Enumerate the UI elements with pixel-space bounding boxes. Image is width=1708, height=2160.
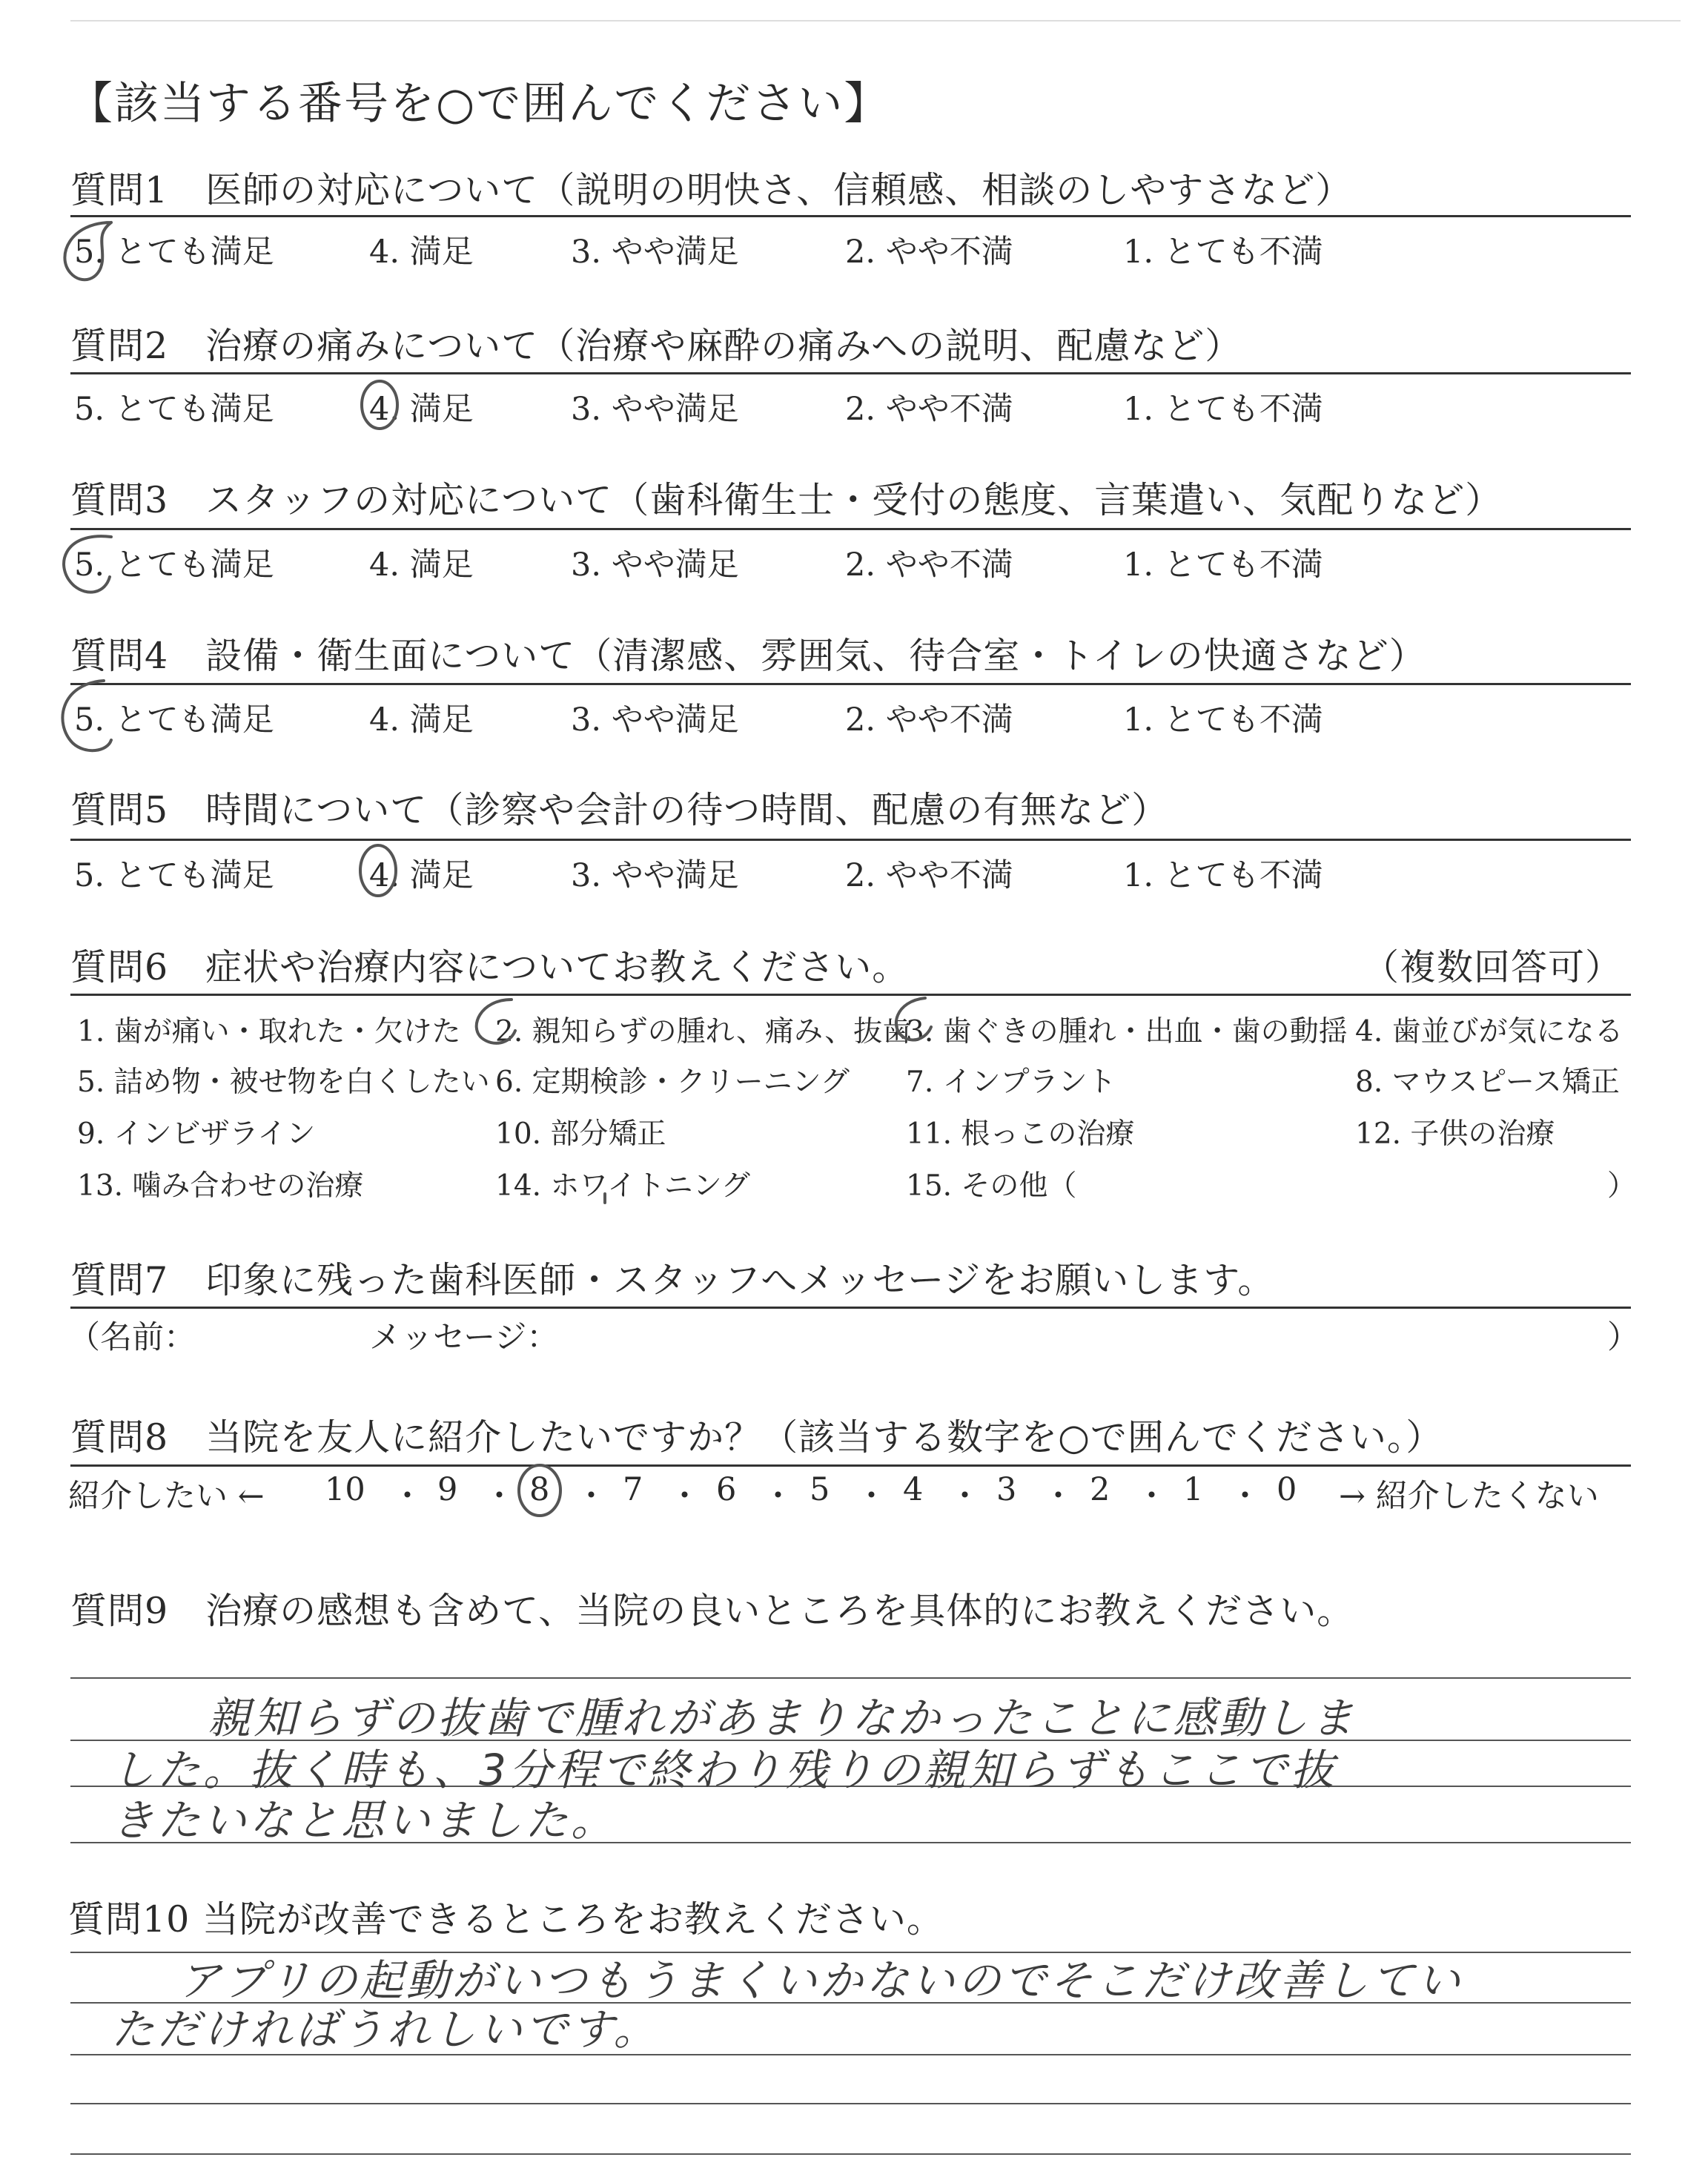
q8-scale-6[interactable]: 6 bbox=[716, 1471, 737, 1508]
q1-option-1[interactable]: 1. とても不満 bbox=[1123, 234, 1323, 271]
q7-message-label: メッセージ： bbox=[369, 1319, 559, 1356]
q6-option-8[interactable]: 8. マウスピース矯正 bbox=[1355, 1066, 1620, 1099]
q8-scale-dot: ・ bbox=[855, 1478, 887, 1515]
q6-option-6[interactable]: 6. 定期検診・クリーニング bbox=[495, 1066, 850, 1099]
q7-close-paren: ） bbox=[1607, 1319, 1639, 1356]
q3-option-4[interactable]: 4. 満足 bbox=[369, 546, 474, 584]
q8-scale-7[interactable]: 7 bbox=[623, 1471, 643, 1508]
q4-title: 質問4 設備・衛生面について（清潔感、雰囲気、待合室・トイレの快適さなど） bbox=[70, 635, 1426, 677]
q6-other-close: ） bbox=[1607, 1169, 1637, 1203]
q3-title: 質問3 スタッフの対応について（歯科衛生士・受付の態度、言葉遣い、気配りなど） bbox=[70, 479, 1503, 521]
q2-selection-circle bbox=[362, 381, 397, 429]
q8-scale-dot: ・ bbox=[483, 1478, 515, 1515]
q8-title: 質問8 当院を友人に紹介したいですか？（該当する数字を○で囲んでください。） bbox=[70, 1416, 1443, 1459]
q2-option-1[interactable]: 1. とても不満 bbox=[1123, 391, 1323, 428]
q10-title: 質問10 当院が改善できるところをお教えください。 bbox=[68, 1898, 944, 1941]
q9-title: 質問9 治療の感想も含めて、当院の良いところを具体的にお教えください。 bbox=[70, 1590, 1354, 1632]
q8-scale-dot: ・ bbox=[575, 1478, 607, 1515]
q3-option-5[interactable]: 5. とても満足 bbox=[74, 546, 274, 584]
q5-title: 質問5 時間について（診察や会計の待つ時間、配慮の有無など） bbox=[70, 789, 1169, 831]
q5-option-2[interactable]: 2. やや不満 bbox=[845, 857, 1013, 894]
q6-option-3-circle bbox=[896, 998, 931, 1040]
q6-option-10[interactable]: 10. 部分矯正 bbox=[495, 1117, 666, 1151]
q1-option-3[interactable]: 3. やや満足 bbox=[571, 234, 739, 271]
q4-option-5[interactable]: 5. とても満足 bbox=[74, 701, 274, 739]
q8-scale-0[interactable]: 0 bbox=[1277, 1471, 1297, 1508]
q8-scale-10[interactable]: 10 bbox=[325, 1471, 365, 1508]
q2-option-4[interactable]: 4. 満足 bbox=[369, 391, 474, 428]
q1-option-4[interactable]: 4. 満足 bbox=[369, 234, 474, 271]
q1-title: 質問1 医師の対応について（説明の明快さ、信頼感、相談のしやすさなど） bbox=[70, 169, 1353, 211]
q9-answer-line-3: きたいなと思いました。 bbox=[111, 1795, 618, 1846]
q6-option-12[interactable]: 12. 子供の治療 bbox=[1355, 1117, 1555, 1151]
q4-selection-circle bbox=[62, 681, 111, 750]
q4-option-3[interactable]: 3. やや満足 bbox=[571, 701, 739, 739]
q8-scale-5[interactable]: 5 bbox=[810, 1471, 830, 1508]
q8-scale-8[interactable]: 8 bbox=[529, 1471, 550, 1508]
q8-scale-dot: ・ bbox=[1136, 1478, 1168, 1515]
page-heading: 【該当する番号を○で囲んでください】 bbox=[68, 78, 890, 130]
q6-option-4[interactable]: 4. 歯並びが気になる bbox=[1355, 1015, 1623, 1048]
q8-scale-9[interactable]: 9 bbox=[437, 1471, 458, 1508]
q6-option-7[interactable]: 7. インプラント bbox=[906, 1066, 1116, 1099]
q6-option-5[interactable]: 5. 詰め物・被せ物を白くしたい bbox=[77, 1066, 490, 1099]
q6-option-2[interactable]: 2. 親知らずの腫れ、痛み、抜歯 bbox=[495, 1015, 912, 1048]
q9-answer-line-2: した。抜く時も、3分程で終わり残りの親知らずもここで抜 bbox=[111, 1745, 1337, 1795]
q6-option-9[interactable]: 9. インビザライン bbox=[77, 1117, 316, 1151]
q1-selection-circle bbox=[64, 222, 111, 280]
q8-scale-dot: ・ bbox=[1229, 1478, 1261, 1515]
q6-option-14[interactable]: 14. ホワイトニング bbox=[495, 1169, 750, 1203]
q8-selection-circle bbox=[519, 1465, 560, 1516]
q1-option-2[interactable]: 2. やや不満 bbox=[845, 234, 1013, 271]
q5-option-3[interactable]: 3. やや満足 bbox=[571, 857, 739, 894]
q6-title: 質問6 症状や治療内容についてお教えください。 bbox=[70, 946, 910, 988]
q8-scale-dot: ・ bbox=[391, 1478, 423, 1515]
q8-scale-2[interactable]: 2 bbox=[1090, 1471, 1110, 1508]
q8-scale-dot: ・ bbox=[949, 1478, 981, 1515]
q7-name-label: （名前： bbox=[68, 1319, 196, 1356]
q6-option-15[interactable]: 15. その他（ bbox=[906, 1169, 1077, 1203]
q8-scale-dot: ・ bbox=[669, 1478, 701, 1515]
q5-option-5[interactable]: 5. とても満足 bbox=[74, 857, 274, 894]
q4-option-1[interactable]: 1. とても不満 bbox=[1123, 701, 1323, 739]
q2-option-3[interactable]: 3. やや満足 bbox=[571, 391, 739, 428]
q10-answer-line-1: アプリの起動がいつもうまくいかないのでそこだけ改善してい bbox=[178, 1955, 1463, 2006]
q4-option-4[interactable]: 4. 満足 bbox=[369, 701, 474, 739]
q5-selection-circle bbox=[360, 845, 396, 896]
q6-option-3[interactable]: 3. 歯ぐきの腫れ・出血・歯の動揺 bbox=[906, 1015, 1348, 1048]
q3-option-1[interactable]: 1. とても不満 bbox=[1123, 546, 1323, 584]
q2-title: 質問2 治療の痛みについて（治療や麻酔の痛みへの説明、配慮など） bbox=[70, 325, 1242, 367]
q8-right-label: → 紹介したくない bbox=[1339, 1478, 1599, 1515]
q6-option-1[interactable]: 1. 歯が痛い・取れた・欠けた bbox=[77, 1015, 461, 1048]
q3-option-2[interactable]: 2. やや不満 bbox=[845, 546, 1013, 584]
q3-option-3[interactable]: 3. やや満足 bbox=[571, 546, 739, 584]
q9-answer-line-1: 親知らずの抜歯で腫れがあまりなかったことに感動しま bbox=[208, 1693, 1357, 1743]
q8-scale-3[interactable]: 3 bbox=[996, 1471, 1017, 1508]
q1-option-5[interactable]: 5. とても満足 bbox=[74, 234, 274, 271]
q2-option-5[interactable]: 5. とても満足 bbox=[74, 391, 274, 428]
q6-multiple-note: （複数回答可） bbox=[1363, 946, 1623, 988]
q2-option-2[interactable]: 2. やや不満 bbox=[845, 391, 1013, 428]
q5-option-1[interactable]: 1. とても不満 bbox=[1123, 857, 1323, 894]
q8-scale-dot: ・ bbox=[1042, 1478, 1074, 1515]
q5-option-4[interactable]: 4. 満足 bbox=[369, 857, 474, 894]
q7-title: 質問7 印象に残った歯科医師・スタッフへメッセージをお願いします。 bbox=[70, 1259, 1275, 1301]
q8-scale-dot: ・ bbox=[762, 1478, 794, 1515]
q8-scale-1[interactable]: 1 bbox=[1183, 1471, 1204, 1508]
q8-scale-4[interactable]: 4 bbox=[903, 1471, 924, 1508]
q6-option-13[interactable]: 13. 噛み合わせの治療 bbox=[77, 1169, 364, 1203]
q10-answer-line-2: ただければうれしいです。 bbox=[111, 2004, 660, 2055]
q6-option-2-circle bbox=[477, 1000, 515, 1043]
q8-left-label: 紹介したい ← bbox=[68, 1478, 265, 1515]
q4-option-2[interactable]: 2. やや不満 bbox=[845, 701, 1013, 739]
q6-option-11[interactable]: 11. 根っこの治療 bbox=[906, 1117, 1135, 1151]
q3-selection-circle bbox=[64, 536, 111, 592]
